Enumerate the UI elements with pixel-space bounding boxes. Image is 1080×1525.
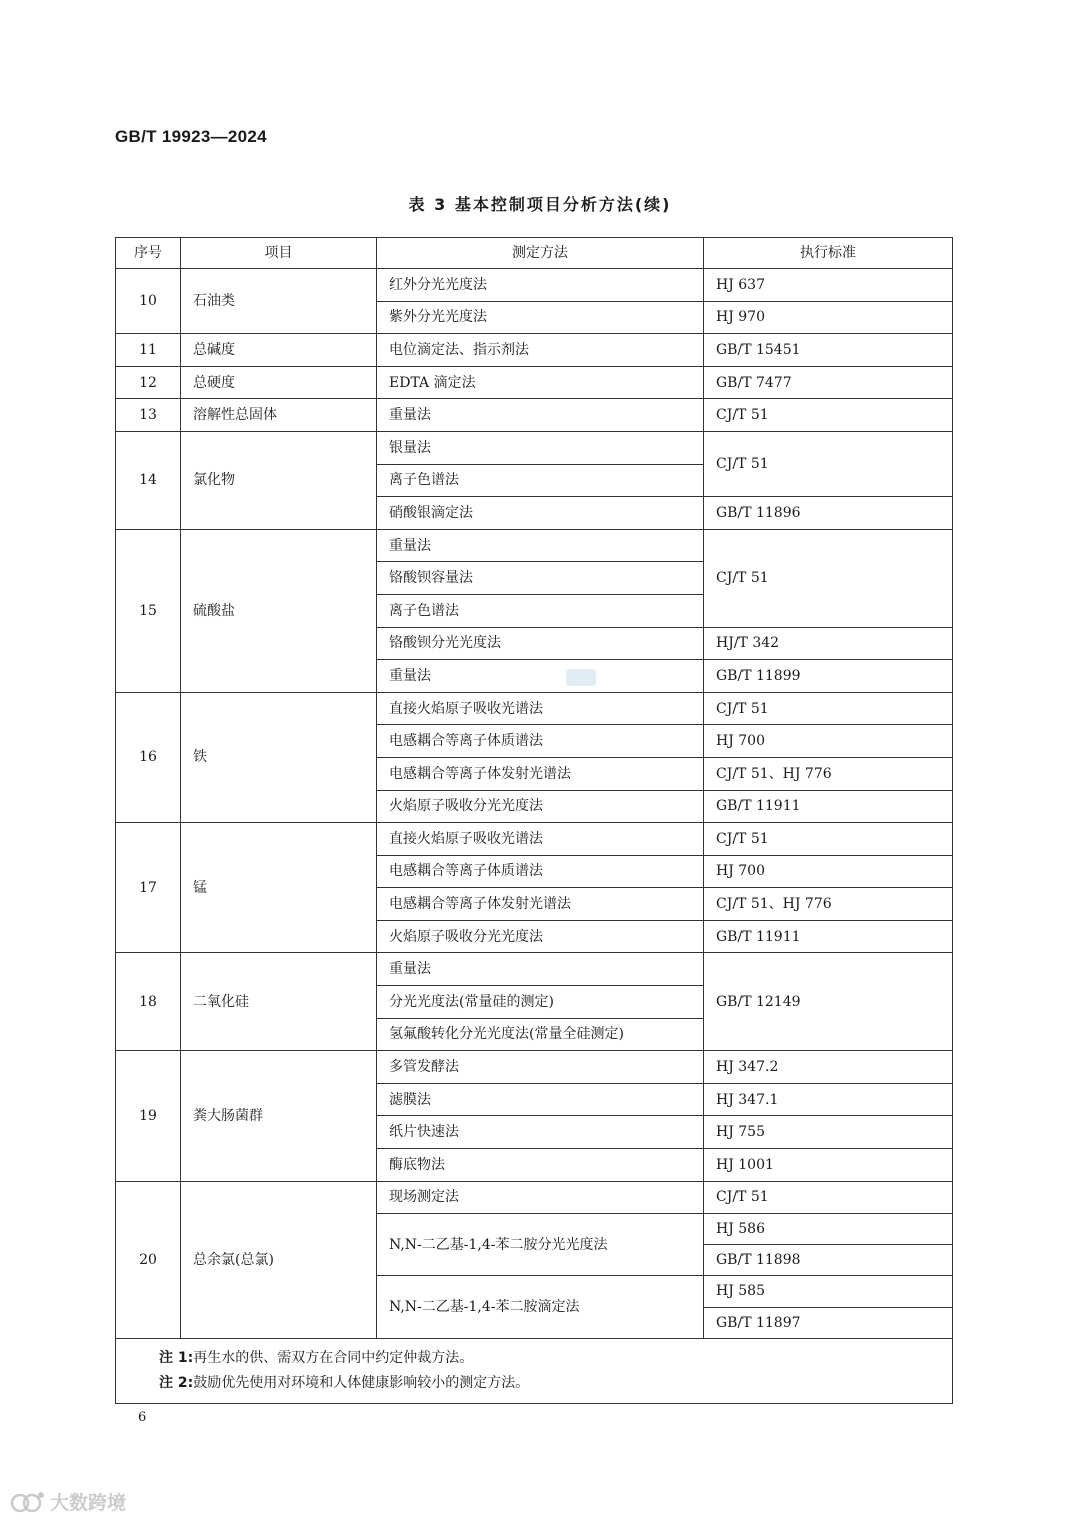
method-cell: 电位滴定法、指示剂法 [377, 334, 704, 367]
method-cell: 红外分光光度法 [377, 269, 704, 302]
method-cell: 滤膜法 [377, 1083, 704, 1116]
row-no: 17 [116, 823, 181, 953]
watermark-logo-icon [10, 1489, 46, 1515]
table-row [116, 953, 953, 986]
standard-cell: HJ 347.1 [704, 1083, 953, 1116]
note-text: 鼓励优先使用对环境和人体健康影响较小的测定方法。 [193, 1374, 530, 1391]
row-no: 13 [116, 399, 181, 432]
standard-cell: GB/T 12149 [704, 953, 953, 1051]
row-no: 11 [116, 334, 181, 367]
method-cell: 电感耦合等离子体质谱法 [377, 855, 704, 888]
standard-cell: CJ/T 51 [704, 1181, 953, 1214]
standard-cell: HJ 755 [704, 1116, 953, 1149]
standard-cell: HJ 1001 [704, 1149, 953, 1182]
row-no: 16 [116, 692, 181, 822]
standard-cell: HJ 700 [704, 855, 953, 888]
row-no: 18 [116, 953, 181, 1051]
method-cell: 火焰原子吸收分光光度法 [377, 790, 704, 823]
method-cell: 铬酸钡容量法 [377, 562, 704, 595]
standard-cell: CJ/T 51、HJ 776 [704, 757, 953, 790]
standard-cell: HJ 700 [704, 725, 953, 758]
method-cell: N,N-二乙基-1,4-苯二胺滴定法 [377, 1276, 704, 1338]
method-cell: 银量法 [377, 431, 704, 464]
standard-cell: HJ 970 [704, 301, 953, 334]
standard-cell: HJ 586 [704, 1214, 953, 1245]
note-label: 注 2: [159, 1374, 194, 1391]
method-cell: 离子色谱法 [377, 464, 704, 497]
row-item: 粪大肠菌群 [181, 1051, 377, 1181]
standard-cell: HJ 585 [704, 1276, 953, 1307]
row-no: 19 [116, 1051, 181, 1181]
standard-cell: CJ/T 51 [704, 399, 953, 432]
standard-cell: GB/T 11911 [704, 790, 953, 823]
method-cell: EDTA 滴定法 [377, 366, 704, 399]
col-header-no: 序号 [116, 238, 181, 269]
note-label: 注 1: [159, 1349, 194, 1366]
standard-cell: CJ/T 51 [704, 529, 953, 627]
standard-cell: CJ/T 51 [704, 692, 953, 725]
table-row [116, 529, 953, 562]
row-item: 总碱度 [181, 334, 377, 367]
col-header-method: 测定方法 [377, 238, 704, 269]
row-item: 总余氯(总氯) [181, 1181, 377, 1338]
method-cell: 酶底物法 [377, 1149, 704, 1182]
standard-cell: GB/T 11896 [704, 497, 953, 530]
note-text: 再生水的供、需双方在合同中约定仲裁方法。 [193, 1349, 474, 1366]
method-cell: 纸片快速法 [377, 1116, 704, 1149]
method-cell: 离子色谱法 [377, 594, 704, 627]
method-cell: 电感耦合等离子体质谱法 [377, 725, 704, 758]
standard-cell: CJ/T 51、HJ 776 [704, 888, 953, 921]
method-cell: N,N-二乙基-1,4-苯二胺分光光度法 [377, 1214, 704, 1276]
method-cell: 直接火焰原子吸收光谱法 [377, 823, 704, 856]
method-cell: 重量法 [377, 529, 704, 562]
method-cell: 硝酸银滴定法 [377, 497, 704, 530]
table-header-row [116, 238, 953, 269]
table-title: 表 3 基本控制项目分析方法(续) [408, 195, 672, 214]
table-row [116, 1051, 953, 1084]
table-row [116, 334, 953, 367]
page-number: 6 [138, 1410, 147, 1425]
standard-cell: HJ 637 [704, 269, 953, 302]
standard-cell: GB/T 11899 [704, 660, 953, 693]
method-cell: 火焰原子吸收分光光度法 [377, 920, 704, 953]
standard-cell: HJ/T 342 [704, 627, 953, 660]
row-item: 铁 [181, 692, 377, 822]
method-cell: 铬酸钡分光光度法 [377, 627, 704, 660]
table-row [116, 269, 953, 302]
row-item: 硫酸盐 [181, 529, 377, 692]
standard-cell: GB/T 7477 [704, 366, 953, 399]
standard-cell: GB/T 11911 [704, 920, 953, 953]
method-cell: 重量法 [377, 953, 704, 986]
row-no: 15 [116, 529, 181, 692]
standard-cell: GB/T 15451 [704, 334, 953, 367]
standard-cell: CJ/T 51 [704, 823, 953, 856]
table-row [116, 399, 953, 432]
table-row [116, 1181, 953, 1214]
method-cell: 氢氟酸转化分光光度法(常量全硅测定) [377, 1018, 704, 1051]
watermark [10, 1488, 126, 1515]
row-no: 10 [116, 269, 181, 334]
table-row [116, 431, 953, 464]
watermark-text: 大数跨境 [50, 1492, 127, 1514]
method-cell: 电感耦合等离子体发射光谱法 [377, 757, 704, 790]
standard-cell: GB/T 11898 [704, 1245, 953, 1276]
table-notes-row [116, 1338, 953, 1403]
row-item: 溶解性总固体 [181, 399, 377, 432]
standard-cell: CJ/T 51 [704, 431, 953, 496]
method-cell: 分光光度法(常量硅的测定) [377, 986, 704, 1019]
table-row [116, 366, 953, 399]
standard-cell: HJ 347.2 [704, 1051, 953, 1084]
table-notes [116, 1338, 953, 1403]
method-cell: 多管发酵法 [377, 1051, 704, 1084]
method-cell: 紫外分光光度法 [377, 301, 704, 334]
document-code: GB/T 19923—2024 [115, 127, 267, 146]
col-header-standard: 执行标准 [704, 238, 953, 269]
row-item: 氯化物 [181, 431, 377, 529]
table-row [116, 823, 953, 856]
row-no: 12 [116, 366, 181, 399]
row-no: 20 [116, 1181, 181, 1338]
note-1 [159, 1346, 952, 1371]
col-header-item: 项目 [181, 238, 377, 269]
row-item: 总硬度 [181, 366, 377, 399]
method-cell: 重量法 [377, 660, 704, 693]
table-row [116, 692, 953, 725]
standard-cell: GB/T 11897 [704, 1307, 953, 1338]
analysis-methods-table [115, 237, 953, 1404]
method-cell: 现场测定法 [377, 1181, 704, 1214]
method-cell: 电感耦合等离子体发射光谱法 [377, 888, 704, 921]
row-item: 锰 [181, 823, 377, 953]
method-cell: 直接火焰原子吸收光谱法 [377, 692, 704, 725]
row-item: 二氧化硅 [181, 953, 377, 1051]
row-item: 石油类 [181, 269, 377, 334]
row-no: 14 [116, 431, 181, 529]
method-cell: 重量法 [377, 399, 704, 432]
note-2 [159, 1371, 952, 1396]
faint-stamp-mark [566, 669, 596, 686]
